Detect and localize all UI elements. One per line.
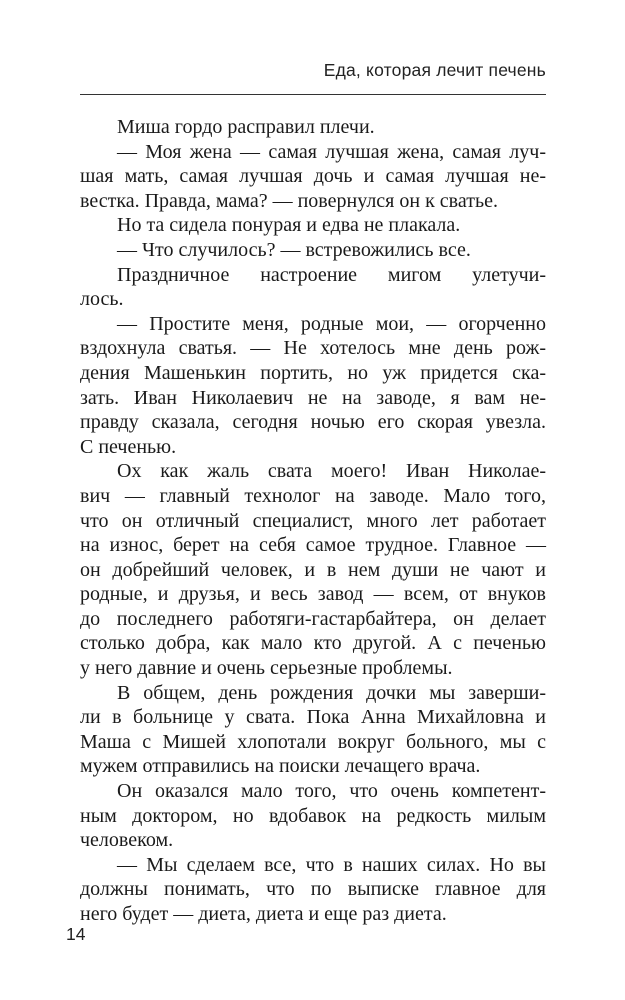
text-line: — Простите меня, родные мои, — огорченно [117, 312, 546, 335]
text-line: вич — главный технолог на заводе. Мало того, [80, 484, 546, 507]
running-title: Еда, которая лечит печень [323, 60, 546, 80]
text-line: — Моя жена — самая лучшая жена, самая луч- [117, 140, 546, 163]
text-line: он добрейший человек, и в нем души не чают и [80, 558, 546, 581]
text-line: ным доктором, но вдобавок на редкость милым [80, 804, 546, 827]
text-line: родные, и друзья, и весь завод — всем, от внуков [80, 583, 546, 606]
text-line: Но та сидела понурая и едва не плакала. [117, 214, 461, 237]
text-line: правду сказала, сегодня ночью его скорая увезла. [80, 411, 546, 434]
text-line: — Что случилось? — встревожились все. [117, 238, 471, 261]
text-line: шая мать, самая лучшая дочь и самая лучшая не- [80, 165, 546, 188]
text-line: что он отличный специалист, много лет работает [80, 509, 546, 532]
text-line: ли в больнице у свата. Пока Анна Михайловна и [80, 706, 546, 729]
text-line: на износ, берет на себя самое трудное. Главное — [80, 534, 546, 557]
text-line: человеком. [80, 829, 174, 852]
text-line: должны понимать, что по выписке главное для [80, 878, 546, 901]
text-line: дения Машенькин портить, но уж придется ска- [80, 361, 546, 384]
text-line: до последнего работяги-гастарбайтера, он делает [80, 607, 546, 630]
header-rule [80, 94, 546, 95]
text-line: Праздничное настроение мигом улетучи- [117, 263, 546, 286]
text-line: мужем отправились на поиски лечащего врача. [80, 755, 481, 778]
text-line: вестка. Правда, мама? — повернулся он к сватье. [80, 189, 498, 212]
page-number: 14 [66, 924, 86, 944]
text-line: вздохнула сватья. — Не хотелось мне день рож- [80, 337, 546, 360]
text-line: Он оказался мало того, что очень компетент- [117, 780, 546, 803]
text-line: Маша с Мишей хлопотали вокруг больного, мы с [80, 730, 546, 753]
text-line: лось. [80, 288, 124, 311]
text-line: него будет — диета, диета и еще раз диета. [80, 903, 447, 925]
text-line: — Мы сделаем все, что в наших силах. Но вы [117, 853, 546, 876]
text-line: В общем, день рождения дочки мы заверши- [117, 681, 546, 704]
body-text [80, 115, 546, 927]
text-line: у него давние и очень серьезные проблемы. [80, 657, 453, 680]
text-line: Ох как жаль свата моего! Иван Николае- [117, 460, 546, 483]
text-line: С печенью. [80, 435, 177, 458]
text-line: зать. Иван Николаевич не на заводе, я вам не- [80, 386, 546, 409]
text-line: Миша гордо расправил плечи. [117, 116, 375, 138]
text-line: столько добра, как мало кто другой. А с печенью [80, 632, 546, 655]
